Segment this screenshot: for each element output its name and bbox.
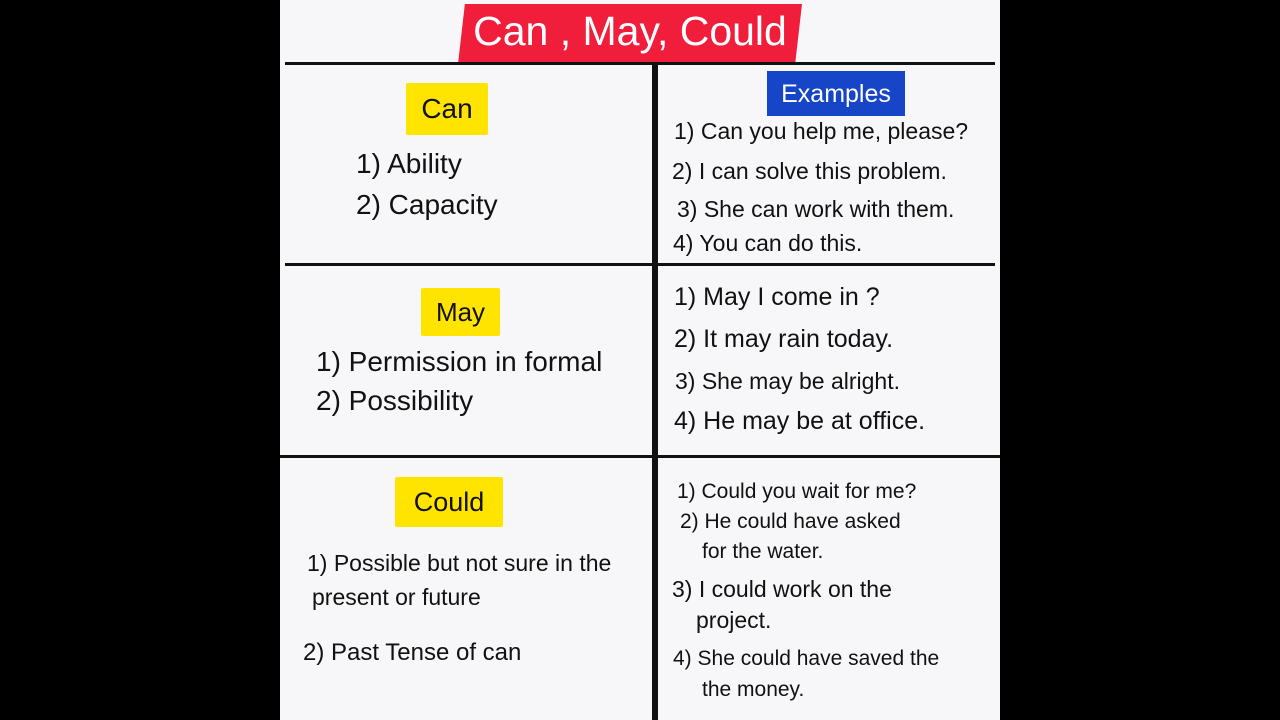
may-heading: May (421, 288, 500, 336)
could-example-3: 3) I could work on the (672, 576, 892, 602)
page-title: Can , May, Could (473, 8, 787, 54)
examples-label: Examples (767, 71, 905, 116)
may-example-3: 3) She may be alright. (675, 368, 901, 394)
can-example-2: 2) I can solve this problem. (672, 158, 947, 184)
row-divider-2 (280, 455, 1000, 458)
can-item-2: 2) Capacity (356, 189, 498, 220)
could-example-2-cont: for the water. (702, 540, 824, 563)
can-example-4: 4) You can do this. (673, 230, 863, 256)
can-item-1: 1) Ability (356, 148, 462, 179)
can-example-3: 3) She can work with them. (677, 196, 955, 222)
may-item-2: 2) Possibility (316, 385, 474, 416)
may-example-2: 2) It may rain today. (674, 325, 894, 353)
could-example-2: 2) He could have asked (680, 510, 901, 533)
could-example-1: 1) Could you wait for me? (677, 480, 917, 503)
top-divider (285, 62, 995, 65)
can-example-1: 1) Can you help me, please? (674, 118, 969, 144)
row-divider-1 (285, 263, 995, 266)
could-example-4: 4) She could have saved the (673, 647, 940, 670)
worksheet-page (280, 0, 1000, 720)
could-example-4-cont: the money. (702, 678, 805, 701)
may-item-1: 1) Permission in formal (316, 346, 603, 377)
may-example-1: 1) May I come in ? (674, 283, 880, 311)
can-heading: Can (406, 83, 488, 135)
could-heading: Could (395, 477, 503, 527)
could-example-3-cont: project. (696, 607, 772, 633)
column-divider (652, 64, 658, 720)
could-item-1: 1) Possible but not sure in the (307, 550, 612, 576)
could-item-1-cont: present or future (312, 584, 481, 610)
could-item-2: 2) Past Tense of can (303, 639, 522, 666)
may-example-4: 4) He may be at office. (674, 407, 926, 435)
